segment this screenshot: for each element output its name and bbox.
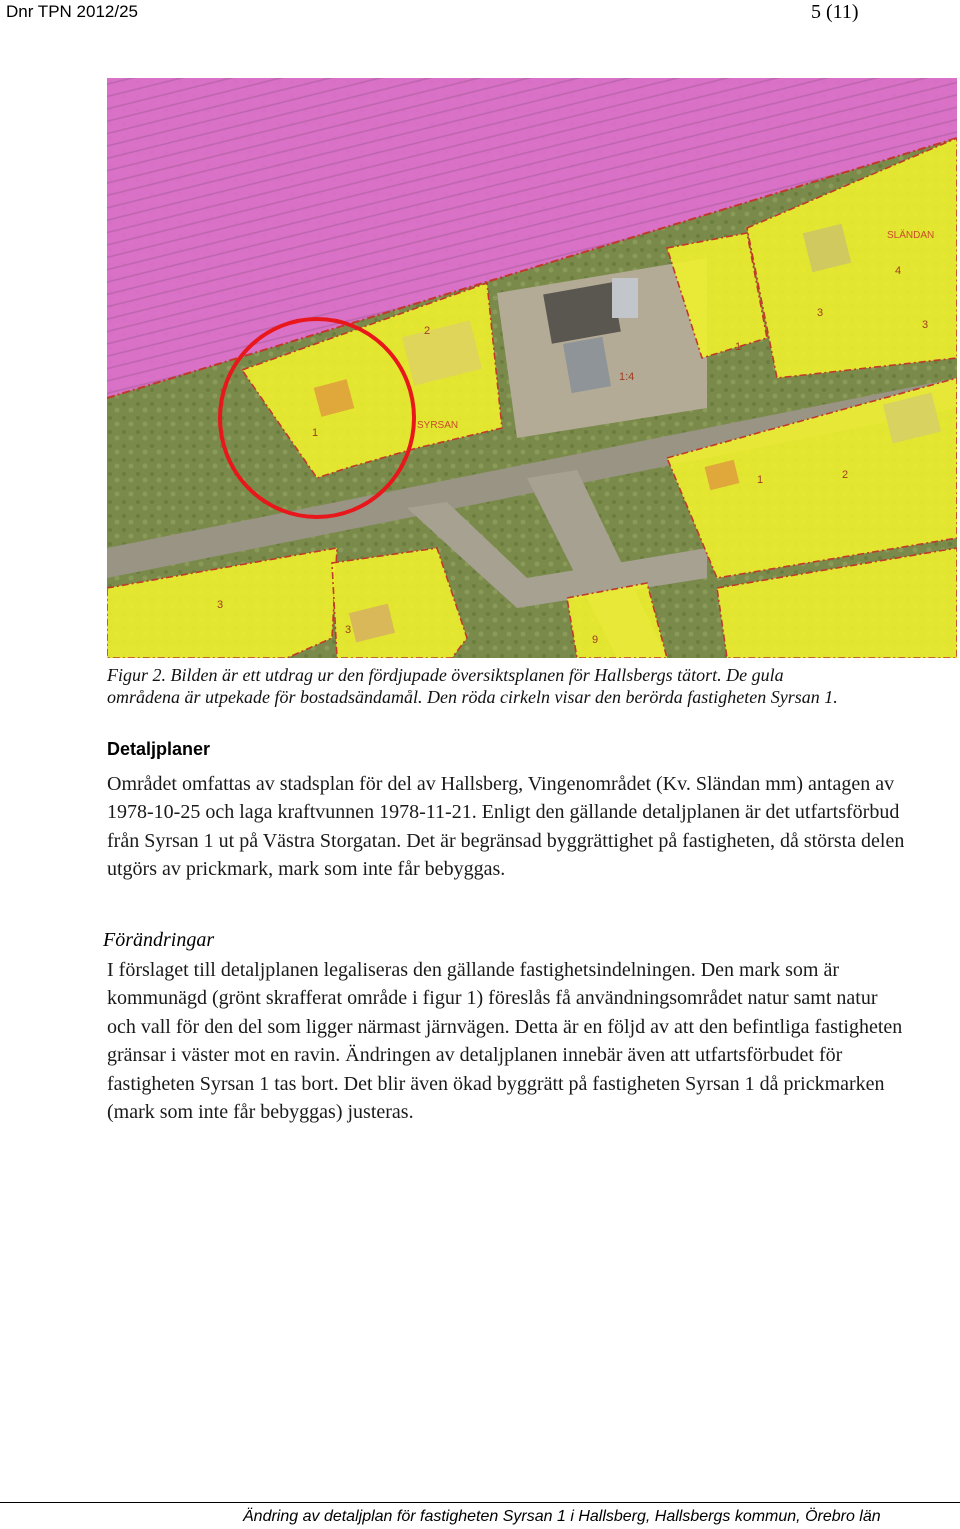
label-slandan: SLÄNDAN: [887, 230, 935, 241]
plot-number: 3: [217, 599, 224, 611]
plot-number: 3: [922, 319, 929, 331]
plot-number: 1: [757, 474, 764, 486]
footer-divider: [0, 1502, 960, 1503]
paragraph-forandringar: I förslaget till detaljplanen legaliseras den gällande fastighetsindelningen. Den mark som är kommunägd (grönt skrafferat område i figur 1) föreslås få användningsområdet natur samt natur och vall för den del som ligger närmast järnvägen. Detta är en följd av att den befintliga fastigheten gränsar i väster mot en ravin. Ändringen av detaljplanen innebär även att utfartsförbudet för fastigheten Syrsan 1 tas bort. Det blir även ökad byggrätt på fastigheten Syrsan 1 då prickmarken (mark som inte får bebyggas) justeras.: [107, 959, 903, 1124]
document-reference: Dnr TPN 2012/25: [6, 2, 138, 21]
plot-number: 9: [592, 634, 599, 646]
plot-number: 1: [735, 341, 742, 353]
plot-number: 3: [817, 307, 824, 319]
industrial-building-2: [563, 337, 611, 393]
shed: [612, 278, 638, 318]
paragraph-detaljplaner: Området omfattas av stadsplan för del av Hallsberg, Vingenområdet (Kv. Sländan mm) antagen av 1978-10-25 och laga kraftvunnen 1978-11-21. Enligt den gällande detaljplanen är det utfartsförbud från Syrsan 1 ut på Västra Storgatan. Det är begränsad byggrättighet på fastigheten, då största delen utgörs av prickmark, mark som inte får bebyggas.: [107, 773, 905, 881]
page-number: 5 (11): [811, 1, 859, 23]
footer-text: Ändring av detaljplan för fastigheten Syrsan 1 i Hallsberg, Hallsbergs kommun, Örebro län: [243, 1508, 881, 1525]
figure-caption: [107, 664, 927, 708]
plot-number: 2: [842, 469, 849, 481]
plot-number: 4: [895, 265, 902, 277]
section-heading-forandringar: Förändringar: [103, 929, 215, 951]
plan-map-figure: [107, 78, 957, 658]
section-heading-detaljplaner: Detaljplaner: [107, 739, 211, 759]
plot-number: 1: [312, 427, 319, 439]
plot-number: 3: [345, 624, 352, 636]
plot-number: 1:4: [619, 371, 635, 383]
caption-line-1: Figur 2. Bilden är ett utdrag ur den fördjupade översiktsplanen för Hallsbergs tätort. De gula: [107, 665, 784, 685]
label-syrsan: SYRSAN: [417, 420, 459, 431]
plot-number: 2: [424, 325, 431, 337]
caption-line-2: områdena är utpekade för bostadsändamål. Den röda cirkeln visar den berörda fastigheten Syrsan 1.: [107, 687, 838, 707]
